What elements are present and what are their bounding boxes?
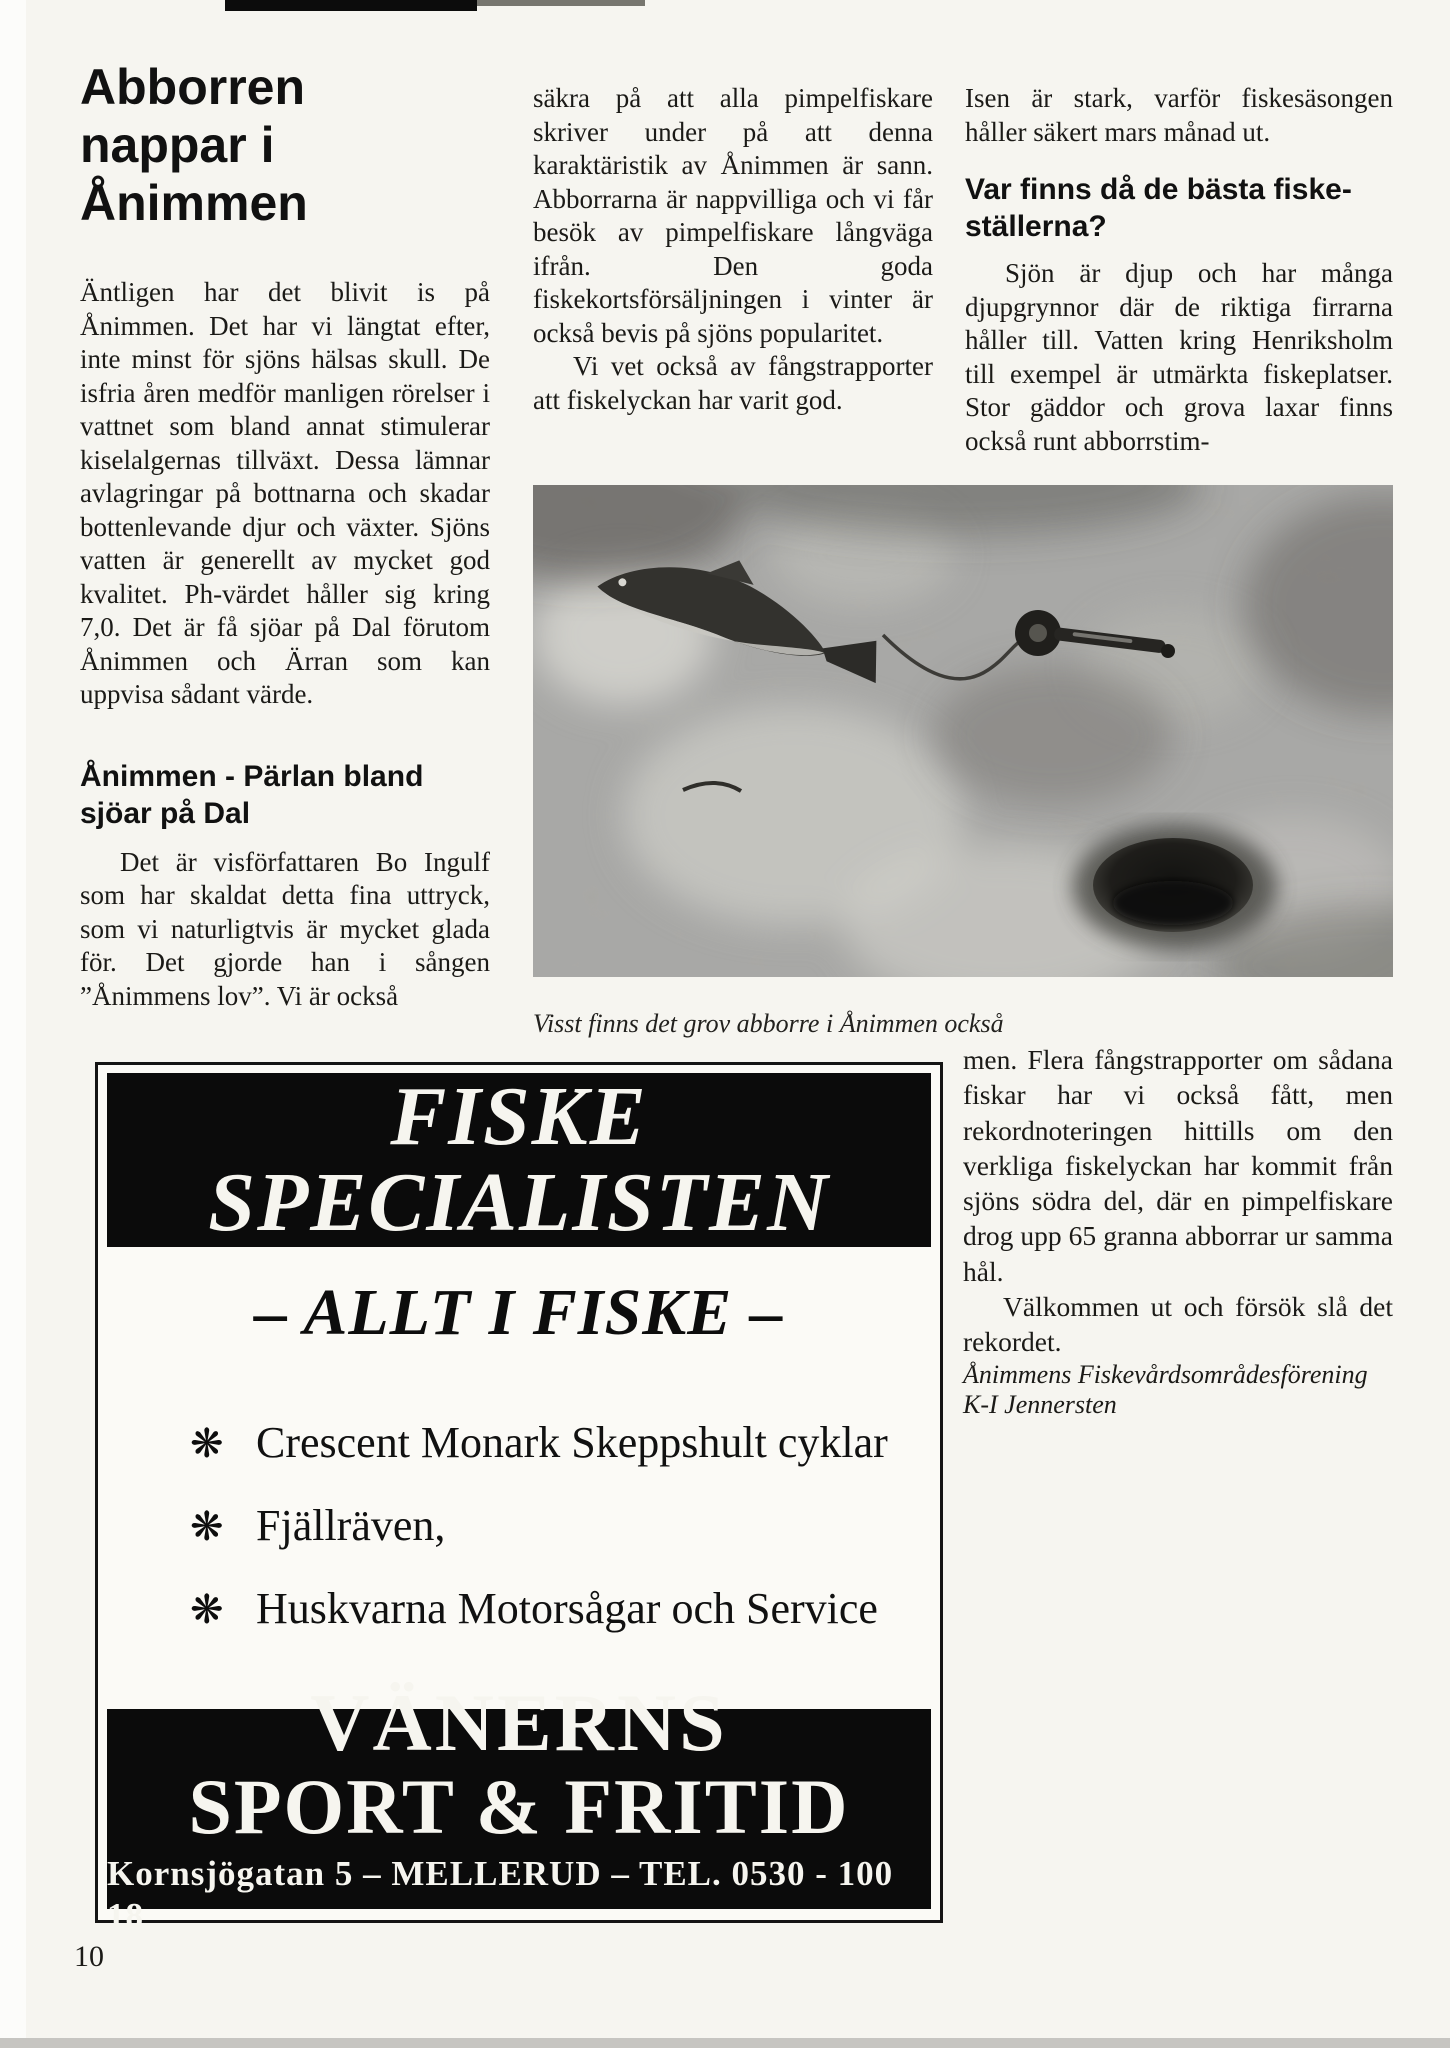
article-title-line-2: nappar i bbox=[80, 117, 275, 173]
ad-slogan: – ALLT I FISKE – bbox=[254, 1276, 784, 1349]
text-column-1 bbox=[80, 276, 490, 1013]
article-title bbox=[80, 58, 500, 232]
ad-list-item-3 bbox=[190, 1583, 910, 1635]
scan-artifact-top bbox=[225, 0, 477, 11]
col1-subheading-line-1: Ånimmen - Pärlan bland bbox=[80, 759, 424, 793]
signature-author: K-I Jennersten bbox=[963, 1389, 1117, 1419]
text-column-3 bbox=[965, 82, 1393, 458]
fiske-specialisten-ad bbox=[95, 1062, 943, 1935]
ad-item-text-3: Huskvarna Motorsågar och Service bbox=[256, 1584, 878, 1633]
col3-subheading-line-1: Var finns då de bästa fiske- bbox=[965, 173, 1352, 206]
page-number: 10 bbox=[74, 1940, 104, 1973]
cont-paragraph-1: men. Flera fångstrapporter om sådana fiskar har vi också fått, men rekordnoteringen hittills om den verkliga fiskelyckan har kommit från sjöns södra del, där en pimpelfiskare drog upp 65 granna abborrar ur samma hål. bbox=[963, 1044, 1393, 1287]
ad-list-item-1 bbox=[190, 1417, 910, 1469]
col2-paragraph-1: säkra på att alla pimpelfiskare skriver under på att denna karaktäristik av Ånimmen är sann. Abborrarna är nappvilliga och vi får besök av pimpelfiskare långväga ifrån. Den goda fiskekortsförsäljningen i vinter är också bevis på sjöns popularitet. bbox=[533, 83, 933, 348]
article-title-line-1: Abborren bbox=[80, 59, 305, 115]
ad-store-block bbox=[107, 1677, 931, 1935]
col3-paragraph-1: Isen är stark, varför fiskesäsongen håller säkert mars månad ut. bbox=[965, 83, 1393, 147]
col3-subheading bbox=[965, 171, 1393, 245]
photo-caption: Visst finns det grov abborre i Ånimmen också bbox=[533, 1009, 1004, 1038]
cont-paragraph-2: Välkommen ut och försök slå det rekordet. bbox=[963, 1291, 1393, 1358]
flower-bullet-icon: ❋ bbox=[190, 1421, 224, 1467]
col1-subheading-line-2: sjöar på Dal bbox=[80, 796, 251, 830]
col3-subheading-line-2: ställerna? bbox=[965, 210, 1107, 243]
ad-header-block bbox=[107, 1070, 931, 1249]
scan-artifact-top-2 bbox=[477, 0, 645, 6]
ice-fishing-photo bbox=[533, 485, 1393, 977]
ice-hole bbox=[1073, 825, 1277, 949]
col2-paragraph-2: Vi vet också av fångstrapporter att fiskelyckan har varit god. bbox=[533, 351, 933, 415]
ad-product-list bbox=[190, 1417, 910, 1666]
signature-organization: Ånimmens Fiskevårdsområdesförening bbox=[963, 1359, 1368, 1389]
text-column-continuation bbox=[963, 1042, 1393, 1420]
ad-list-item-2 bbox=[190, 1500, 910, 1552]
col3-paragraph-2: Sjön är djup och har många djupgrynnor där de riktiga firrarna håller till. Vatten kring Henriksholm till exempel är utmärkta fiskeplatser. Stor gäddor och grova laxar finns också runt abborrstim- bbox=[965, 258, 1393, 456]
col1-subheading bbox=[80, 758, 490, 832]
flower-bullet-icon: ❋ bbox=[190, 1504, 224, 1550]
flower-bullet-icon: ❋ bbox=[190, 1587, 224, 1633]
text-column-2 bbox=[533, 82, 933, 417]
ice-photo-svg bbox=[533, 485, 1393, 977]
col1-paragraph-2: Det är visförfattaren Bo Ingulf som har skaldat detta fina uttryck, som vi naturligtvis är mycket glada för. Det gjorde han i sången ”Ånimmens lov”. Vi är också bbox=[80, 846, 490, 1011]
ad-header-line-2: SPECIALISTEN bbox=[208, 1156, 830, 1249]
ad-header-line-1: FISKE bbox=[390, 1070, 648, 1163]
store-address: Kornsjögatan 5 – MELLERUD – TEL. 0530 - 100 18 bbox=[107, 1854, 894, 1935]
store-name-line-2: SPORT & FRITID bbox=[188, 1763, 850, 1850]
scan-artifact-bottom bbox=[0, 2038, 1450, 2048]
ad-item-text-1: Crescent Monark Skeppshult cyklar bbox=[256, 1418, 888, 1467]
scan-margin-strip bbox=[0, 0, 26, 2048]
article-title-line-3: Ånimmen bbox=[80, 175, 308, 231]
store-name-line-1: VÄNERNS bbox=[310, 1677, 728, 1768]
ad-item-text-2: Fjällräven, bbox=[256, 1501, 446, 1550]
col1-paragraph-1: Äntligen har det blivit is på Ånimmen. Det har vi längtat efter, inte minst för sjöns hälsas skull. De isfria åren medför manligen rörelser i vattnet som bland annat stimulerar kiselalgernas tillväxt. Dessa lämnar avlagringar på bottnarna och skadar bottenlevande djur och växter. Sjöns vatten är generellt av mycket god kvalitet. Ph-värdet håller sig kring 7,0. Det är få sjöar på Dal förutom Ånimmen och Ärran som kan uppvisa sådant värde. bbox=[80, 277, 490, 709]
